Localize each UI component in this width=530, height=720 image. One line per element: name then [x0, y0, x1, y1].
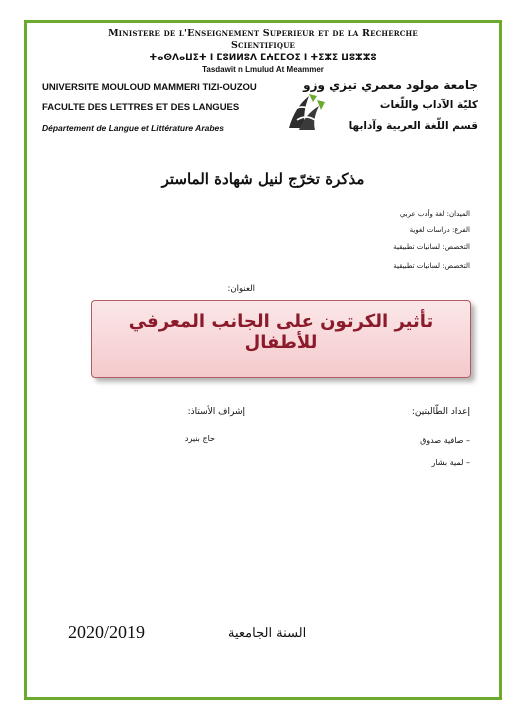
faculty-name-fr: FACULTE DES LETTRES ET DES LANGUES: [42, 102, 240, 113]
tasdawit-line: Tasdawit n Lmulud At Meammer: [202, 65, 324, 74]
title-label: العنوان:: [227, 284, 255, 294]
academic-year: 2020/2019: [68, 622, 146, 642]
field-branch: الفرع: دراسات لغوية: [409, 226, 470, 234]
university-name-ar: جامعة مولود معمري تيزي وزو: [303, 78, 478, 92]
ministry-line-1: Ministere de l'Enseignement Superieur et de la Recherche: [108, 28, 418, 39]
field-specialty-repeat: التخصص: لسانيات تطبيقية: [393, 262, 470, 270]
university-logo-icon: [283, 90, 327, 134]
field-specialty: التخصص: لسانيات تطبيقية: [393, 243, 470, 251]
academic-year-label: السنة الجامعية: [228, 626, 307, 641]
student-2: – لمية بشار: [431, 458, 470, 467]
ministry-line-2: Scientifique: [230, 40, 296, 51]
thesis-title-banner: [91, 300, 471, 378]
field-domain: الميدان: لغة وأدب عربي: [399, 210, 470, 218]
supervision-label: إشراف الأستاذ:: [187, 407, 245, 417]
prepared-by-label: إعداد الطّالبتين:: [411, 407, 470, 417]
department-name-fr: Département de Langue et Littérature Arabes: [42, 123, 225, 133]
student-1: – صافية صدوق: [420, 436, 470, 445]
department-name-ar: قسم اللّغة العربية وآدابها: [348, 120, 478, 132]
thesis-title: تأثير الكرتون على الجانب المعرفي للأطفال: [128, 311, 434, 353]
tifinagh-university-name: ⵜⴰⵙⴷⴰⵡⵉⵜ ⵏ ⵎⵓⵍⵍⵓⴷ ⵎⵄⵎⵎⵔⵉ ⵏ ⵜⵉⵣⵉ ⵡⵓⵣⵣⵓ: [149, 53, 377, 63]
faculty-name-ar: كليّة الآداب واللّغات: [379, 99, 478, 111]
supervisor-name: حاج بنيرد: [184, 434, 215, 443]
memo-title: مذكرة تخرّج لنيل شهادة الماستر: [161, 170, 365, 188]
university-name-fr: UNIVERSITE MOULOUD MAMMERI TIZI-OUZOU: [42, 82, 257, 93]
